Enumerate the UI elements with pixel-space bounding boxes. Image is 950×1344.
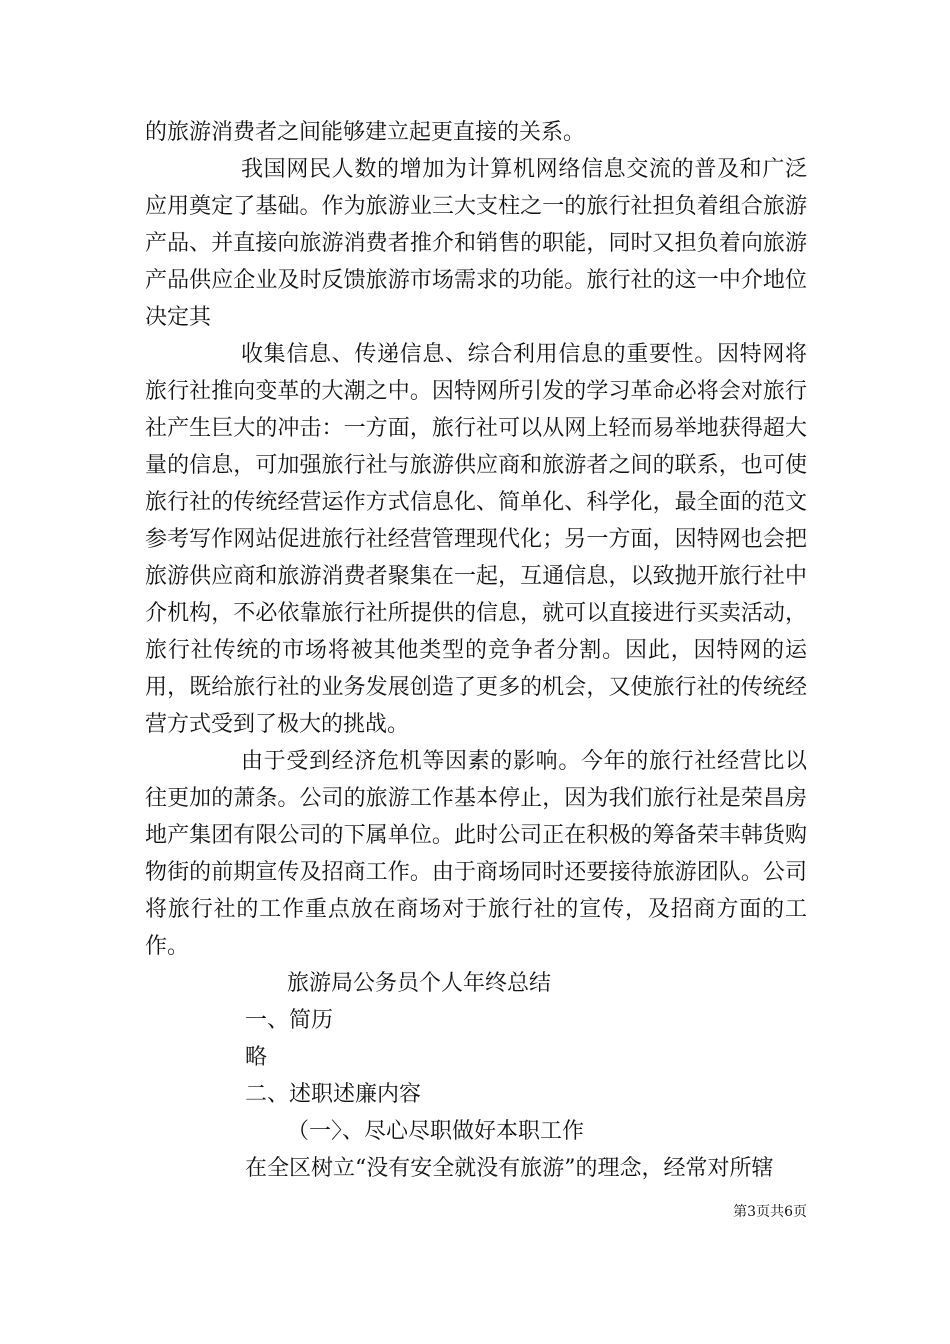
page-number-footer: 第3页共6页	[733, 1204, 807, 1220]
document-body	[145, 114, 807, 1187]
section-1-heading: 一、简历	[245, 1008, 334, 1033]
paragraph-1: 的旅游消费者之间能够建立起更直接的关系。	[145, 120, 586, 145]
subsection-1-heading: （一〉、尽心尽职做好本职工作	[287, 1119, 585, 1144]
document-title: 旅游局公务员个人年终总结	[287, 971, 552, 996]
section-1-body: 略	[245, 1045, 268, 1070]
last-line: 在全区树立“没有安全就没有旅游”的理念，经常对所辖	[245, 1156, 774, 1181]
paragraph-4: 由于受到经济危机等因素的影响。今年的旅行社经营比以往更加的萧条。公司的旅游工作基本停止，因为我们旅行社是荣昌房地产集团有限公司的下属单位。此时公司正在积极的筹备荣丰韩货购物街的前期宣传及招商工作。由于商场同时还要接待旅游团队。公司将旅行社的工作重点放在商场对于旅行社的宣传，及招商方面的工作。	[145, 749, 807, 959]
paragraph-3: 收集信息、传递信息、综合利用信息的重要性。因特网将旅行社推向变革的大潮之中。因特网所引发的学习革命必将会对旅行社产生巨大的冲击：一方面，旅行社可以从网上轻而易举地获得超大量的信息，可加强旅行社与旅游供应商和旅游者之间的联系，也可使旅行社的传统经营运作方式信息化、简单化、科学化，最全面的范文参考写作网站促进旅行社经营管理现代化；另一方面，因特网也会把旅游供应商和旅游消费者聚集在一起，互通信息，以致抛开旅行社中介机构，不必依靠旅行社所提供的信息，就可以直接进行买卖活动，旅行社传统的市场将被其他类型的竞争者分割。因此，因特网的运用，既给旅行社的业务发展创造了更多的机会，又使旅行社的传统经营方式受到了极大的挑战。	[145, 342, 807, 737]
paragraph-2: 我国网民人数的增加为计算机网络信息交流的普及和广泛应用奠定了基础。作为旅游业三大支柱之一的旅行社担负着组合旅游产品、并直接向旅游消费者推介和销售的职能，同时又担负着向旅游产品供应企业及时反馈旅游市场需求的功能。旅行社的这一中介地位决定其	[145, 157, 807, 330]
section-2-heading: 二、述职述廉内容	[245, 1082, 422, 1107]
